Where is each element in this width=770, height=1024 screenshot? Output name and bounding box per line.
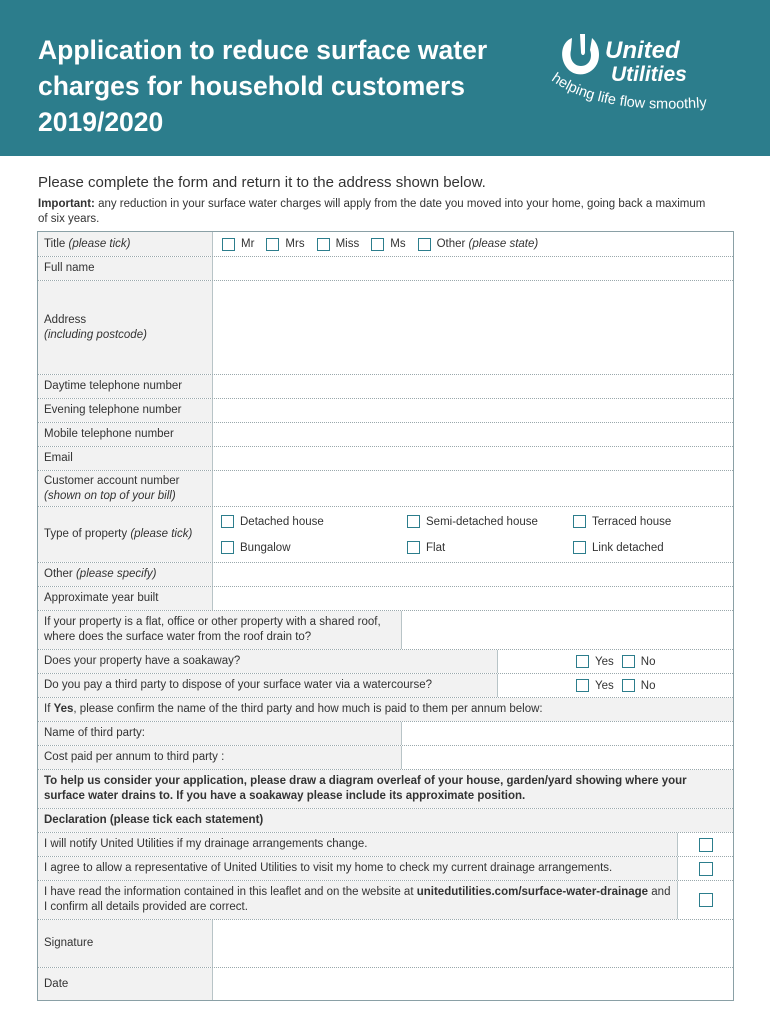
other-property-label: Other (please specify): [38, 563, 213, 586]
mobile-phone-row: [38, 423, 733, 447]
date-field[interactable]: [213, 968, 733, 1000]
shared-roof-row: [38, 611, 733, 650]
mobile-phone-field[interactable]: [213, 423, 733, 446]
third-party-name-label: Name of third party:: [38, 722, 402, 745]
title-ms-option[interactable]: Ms: [371, 238, 405, 251]
title-mr-option[interactable]: Mr: [222, 238, 254, 251]
property-type-label: Type of property (please tick): [38, 507, 213, 562]
third-party-row: [38, 674, 733, 698]
property-flat-option[interactable]: Flat: [407, 535, 573, 561]
third-party-cost-row: [38, 746, 733, 770]
daytime-phone-field[interactable]: [213, 375, 733, 398]
property-semi-detached-option[interactable]: Semi-detached house: [407, 509, 573, 535]
full-name-label: Full name: [38, 257, 213, 280]
other-property-row: [38, 563, 733, 587]
title-label: Title (please tick): [38, 232, 213, 256]
property-detached-option[interactable]: Detached house: [221, 509, 407, 535]
daytime-phone-row: [38, 375, 733, 399]
third-party-options: [498, 674, 733, 697]
declaration-row-2: [38, 857, 733, 881]
evening-phone-row: [38, 399, 733, 423]
shared-roof-label: If your property is a flat, office or other property with a shared roof, where does the surface water from the roof drain to?: [38, 611, 402, 649]
daytime-phone-label: Daytime telephone number: [38, 375, 213, 398]
account-number-field[interactable]: [213, 471, 733, 506]
checkbox-soakaway-yes[interactable]: [576, 655, 589, 668]
property-link-detached-option[interactable]: Link detached: [573, 535, 725, 561]
checkbox-semi-detached[interactable]: [407, 515, 420, 528]
intro-text: Please complete the form and return it to the address shown below.: [38, 174, 486, 191]
important-note: [38, 197, 718, 226]
declaration-1-cell: [678, 833, 733, 856]
declaration-1-label: I will notify United Utilities if my drainage arrangements change.: [38, 833, 678, 856]
third-party-cost-field[interactable]: [402, 746, 733, 769]
property-bungalow-option[interactable]: Bungalow: [221, 535, 407, 561]
account-number-row: [38, 471, 733, 507]
checkbox-link-detached[interactable]: [573, 541, 586, 554]
title-options: [213, 232, 733, 256]
logo-icon: [545, 28, 745, 128]
email-row: [38, 447, 733, 471]
year-built-field[interactable]: [213, 587, 733, 610]
page-title: Application to reduce surface water charges for household customers 2019/2020: [38, 35, 488, 137]
if-yes-label: If Yes, please confirm the name of the third party and how much is paid to them per annum below:: [38, 698, 733, 721]
year-built-row: [38, 587, 733, 611]
checkbox-bungalow[interactable]: [221, 541, 234, 554]
declaration-row-1: [38, 833, 733, 857]
address-row: [38, 281, 733, 375]
declaration-row-3: [38, 881, 733, 920]
soakaway-row: [38, 650, 733, 674]
property-type-row: [38, 507, 733, 563]
full-name-row: [38, 257, 733, 281]
signature-label: Signature: [38, 920, 213, 967]
page-header: [0, 0, 770, 156]
checkbox-soakaway-no[interactable]: [622, 655, 635, 668]
logo-line2: Utilities: [611, 63, 687, 86]
checkbox-mr[interactable]: [222, 238, 235, 251]
declaration-3-cell: [678, 881, 733, 919]
other-property-field[interactable]: [213, 563, 733, 586]
declaration-title-row: [38, 809, 733, 833]
important-text: any reduction in your surface water charges will apply from the date you moved into your home, going back a maximum of six years.: [38, 198, 706, 225]
title-row: [38, 232, 733, 257]
shared-roof-field[interactable]: [402, 611, 733, 649]
title-mrs-option[interactable]: Mrs: [266, 238, 304, 251]
property-type-options: [213, 507, 733, 562]
full-name-field[interactable]: [213, 257, 733, 280]
checkbox-declaration-2[interactable]: [699, 862, 713, 876]
checkbox-declaration-3[interactable]: [699, 893, 713, 907]
third-party-name-field[interactable]: [402, 722, 733, 745]
soakaway-no-option[interactable]: No: [622, 655, 656, 668]
address-label: Address (including postcode): [38, 281, 213, 374]
logo-tagline: helping life flow smoothly: [548, 70, 708, 113]
declaration-2-cell: [678, 857, 733, 880]
if-yes-row: [38, 698, 733, 722]
checkbox-ms[interactable]: [371, 238, 384, 251]
address-field[interactable]: [213, 281, 733, 374]
logo-line1: United: [605, 37, 680, 64]
account-number-label: Customer account number (shown on top of your bill): [38, 471, 213, 506]
email-field[interactable]: [213, 447, 733, 470]
third-party-label: Do you pay a third party to dispose of your surface water via a watercourse?: [38, 674, 498, 697]
evening-phone-label: Evening telephone number: [38, 399, 213, 422]
application-form: [37, 231, 734, 1001]
declaration-title: Declaration (please tick each statement): [38, 809, 733, 832]
diagram-note-row: [38, 770, 733, 809]
declaration-2-label: I agree to allow a representative of United Utilities to visit my home to check my current drainage arrangements.: [38, 857, 678, 880]
declaration-3-label: I have read the information contained in this leaflet and on the website at unitedutilities.com/surface-water-drainage and I confirm all details provided are correct.: [38, 881, 678, 919]
checkbox-terraced[interactable]: [573, 515, 586, 528]
third-party-no-option[interactable]: No: [622, 679, 656, 692]
third-party-cost-label: Cost paid per annum to third party :: [38, 746, 402, 769]
important-label: Important:: [38, 198, 95, 210]
united-utilities-logo: [545, 28, 745, 128]
soakaway-options: [498, 650, 733, 673]
property-terraced-option[interactable]: Terraced house: [573, 509, 725, 535]
checkbox-third-party-no[interactable]: [622, 679, 635, 692]
title-miss-option[interactable]: Miss: [317, 238, 360, 251]
third-party-yes-option[interactable]: Yes: [576, 679, 614, 692]
diagram-note: To help us consider your application, please draw a diagram overleaf of your house, garden/yard showing where your surface water drains to. If you have a soakaway please include its approximate position.: [38, 770, 733, 808]
soakaway-yes-option[interactable]: Yes: [576, 655, 614, 668]
mobile-phone-label: Mobile telephone number: [38, 423, 213, 446]
year-built-label: Approximate year built: [38, 587, 213, 610]
checkbox-flat[interactable]: [407, 541, 420, 554]
date-row: [38, 968, 733, 1000]
checkbox-miss[interactable]: [317, 238, 330, 251]
checkbox-other[interactable]: [418, 238, 431, 251]
third-party-name-row: [38, 722, 733, 746]
evening-phone-field[interactable]: [213, 399, 733, 422]
soakaway-label: Does your property have a soakaway?: [38, 650, 498, 673]
website-link[interactable]: unitedutilities.com/surface-water-drainage: [416, 886, 649, 898]
email-label: Email: [38, 447, 213, 470]
checkbox-third-party-yes[interactable]: [576, 679, 589, 692]
signature-row: [38, 920, 733, 968]
checkbox-detached[interactable]: [221, 515, 234, 528]
signature-field[interactable]: [213, 920, 733, 967]
date-label: Date: [38, 968, 213, 1000]
checkbox-declaration-1[interactable]: [699, 838, 713, 852]
title-other-option[interactable]: Other (please state): [418, 238, 539, 251]
checkbox-mrs[interactable]: [266, 238, 279, 251]
